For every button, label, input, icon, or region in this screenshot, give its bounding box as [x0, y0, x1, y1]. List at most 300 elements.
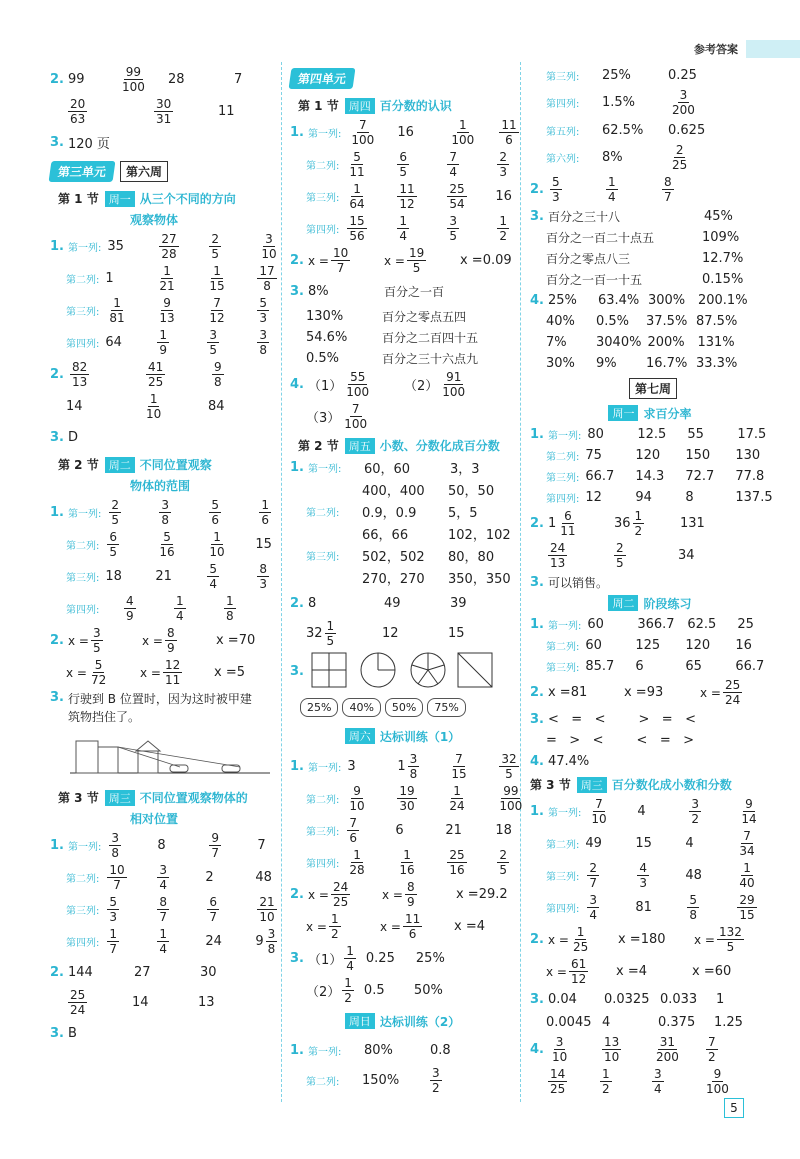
answer-row: 第五列: 62.5% 0.625	[546, 122, 706, 138]
answer-row: 3. （1） $\frac{1}{4}$ 0.25 25%	[290, 944, 445, 973]
answer-row	[50, 988, 275, 1017]
fraction: $\frac{1}{40}$	[739, 861, 755, 890]
question-number: 2.	[290, 253, 304, 268]
fraction: $\frac{1}{4}$	[346, 944, 354, 973]
weekday-tag: 周四	[345, 98, 375, 114]
fraction: $\frac{5}{8}$	[689, 893, 698, 922]
answer-row	[530, 1067, 770, 1096]
street-illustration	[70, 729, 270, 779]
fraction: $\frac{1}{25}$	[572, 925, 589, 954]
fraction: $\frac{8}{7}$	[663, 175, 672, 204]
fraction: $\frac{1}{100}$	[451, 118, 475, 147]
answer-row	[50, 959, 275, 985]
unit-banner: 第三单元	[49, 161, 116, 182]
fraction: $\frac{19}{30}$	[399, 784, 415, 813]
fraction: $\frac{8}{9}$	[406, 880, 415, 909]
fraction: $\frac{4}{3}$	[639, 861, 648, 890]
fraction: $\frac{11}{12}$	[399, 182, 415, 211]
fraction: $\frac{4}{9}$	[126, 594, 134, 623]
answer-row: 2. $\frac{5}{3}$ $\frac{1}{4}$ $\frac{8}{7}$	[530, 175, 672, 204]
fraction: $\frac{1}{2}$	[602, 1067, 610, 1096]
section-topic: 百分数的认识	[379, 99, 452, 113]
question-number: 2.	[50, 964, 64, 980]
answer-row: 1. 第一列: 60，60 3，3	[290, 460, 480, 477]
fraction: $\frac{1}{28}$	[349, 848, 365, 877]
section-number: 第 2 节	[298, 439, 339, 453]
subsection-title: 周日 达标训练（2）	[290, 1008, 515, 1034]
answer-row: 第四列: $\frac{1}{28}$ $\frac{1}{16}$ $\frac{25}{16}$ $\frac{2}{5}$	[306, 848, 508, 877]
row-label: 第四列:	[66, 605, 100, 616]
section-topic-cont: 观察物体	[130, 213, 179, 227]
section-topic-cont: 相对位置	[130, 812, 179, 826]
answer-value: 0.5%	[306, 350, 340, 366]
fraction: $\frac{7}{2}$	[707, 1035, 716, 1064]
answer-row	[50, 97, 275, 126]
fraction: $\frac{8}{9}$	[166, 626, 175, 655]
answer-row	[50, 65, 275, 94]
week-box: 第六周	[120, 161, 168, 182]
question-number: 4.	[290, 377, 304, 392]
section-title: 第 3 节 周三 百分数化成小数和分数	[530, 778, 732, 792]
fraction: $\frac{31}{200}$	[655, 1035, 679, 1064]
answer-row: 第四列: $\frac{1}{7}$ $\frac{1}{4}$ 24 9 $\frac{3}{8}$	[66, 927, 276, 956]
answer-row: 400，400 50，50	[362, 484, 495, 499]
fraction: $\frac{6}{5}$	[109, 530, 118, 559]
section-topic-cont: 物体的范围	[130, 479, 191, 493]
question-number: 1.	[50, 838, 64, 853]
weekday-tag: 周三	[105, 790, 135, 806]
answer-value: 7	[233, 72, 243, 87]
answer-row	[290, 307, 515, 325]
fraction: $\frac{9}{100}$	[706, 1067, 729, 1096]
section-title	[58, 789, 275, 806]
fraction: $\frac{5}{3}$	[551, 175, 560, 204]
header-bar	[746, 40, 800, 58]
subsection-title: 周六 达标训练（1）	[290, 723, 515, 749]
fraction: $\frac{5}{3}$	[259, 296, 268, 325]
question-number: 1.	[50, 505, 64, 520]
row-label: 第二列:	[66, 541, 100, 552]
answer-row	[50, 296, 275, 325]
answer-row	[50, 232, 275, 261]
answer-row	[290, 182, 515, 211]
fraction: $\frac{1}{8}$	[226, 594, 234, 623]
fraction: $\frac{1}{2}$	[499, 214, 508, 243]
answer-row: 40% 0.5% 37.5% 87.5%	[546, 313, 738, 329]
fraction: $\frac{3}{4}$	[589, 893, 598, 922]
answer-row: 30% 9% 16.7% 33.3%	[546, 355, 738, 371]
section-title	[58, 456, 275, 473]
fraction: $\frac{10}{7}$	[109, 863, 125, 892]
percent-option: 75%	[427, 698, 465, 717]
fraction: $\frac{3}{2}$	[432, 1066, 440, 1095]
answer-value: 21	[155, 569, 172, 584]
answer-row	[290, 328, 515, 346]
answer-row: 2. x = $\frac{24}{25}$ x = $\frac{8}{9}$ x =29.2	[290, 880, 508, 909]
fraction: $\frac{3}{10}$	[261, 232, 277, 261]
fraction: $\frac{1}{6}$	[261, 498, 269, 527]
fraction: $\frac{9}{13}$	[159, 296, 175, 325]
row-label: 第二列:	[66, 874, 100, 885]
fraction: $\frac{3}{200}$	[672, 88, 695, 117]
answer-value: 13	[198, 995, 215, 1010]
question-number: 2.	[50, 633, 64, 648]
fraction: $\frac{15}{56}$	[349, 214, 365, 243]
answer-row: 第二列: $\frac{9}{10}$ $\frac{19}{30}$ $\frac{1}{24}$ $\frac{99}{100}$	[306, 784, 523, 813]
week-box: 第七周	[629, 378, 677, 399]
row-label: 第一列:	[67, 243, 102, 254]
answer-value: 2	[205, 870, 214, 885]
row-label: 第三列:	[66, 906, 100, 917]
fraction: $\frac{9}{14}$	[741, 797, 757, 826]
fraction: $\frac{2}{5}$	[111, 498, 119, 527]
question-number: 3.	[50, 134, 64, 150]
answer-row: 2. x =81 x =93 x = $\frac{25}{24}$	[530, 678, 741, 707]
answer-row: x = $\frac{61}{12}$ x =4 x =60	[546, 957, 732, 986]
section-number: 第 2 节	[58, 458, 99, 472]
answer-value: 14	[66, 399, 83, 414]
answer-row: 1. 第一列: 60 366.7 62.5 25	[530, 616, 754, 632]
answer-value: D	[67, 429, 78, 445]
fraction: $\frac{21}{10}$	[259, 895, 275, 924]
fraction: $\frac{55}{100}$	[346, 370, 370, 399]
weekday-tag: 周五	[345, 438, 375, 454]
fraction: $\frac{132}{5}$	[718, 925, 742, 954]
fraction: $\frac{8}{7}$	[159, 895, 168, 924]
fraction: $\frac{1}{64}$	[349, 182, 365, 211]
fraction: $\frac{7}{12}$	[209, 296, 225, 325]
fraction: $\frac{29}{15}$	[739, 893, 755, 922]
answer-row	[50, 1020, 275, 1046]
fraction: $\frac{1}{10}$	[146, 392, 162, 421]
fraction: $\frac{5}{72}$	[90, 658, 107, 687]
answer-row	[290, 278, 515, 304]
answer-row: 第三列: $\frac{2}{7}$ $\frac{4}{3}$ 48 $\frac{1}{40}$	[546, 861, 755, 890]
fraction: $\frac{13}{10}$	[603, 1035, 620, 1064]
answer-value: 16	[397, 125, 414, 140]
answer-row: 第二列: 75 120 150 130	[546, 447, 761, 463]
answer-value: 11	[218, 104, 235, 119]
fraction: $\frac{1}{2}$	[634, 509, 643, 538]
question-number: 2.	[50, 367, 64, 382]
fraction: $\frac{3}{5}$	[92, 626, 101, 655]
answer-value: 84	[208, 399, 225, 414]
answer-row: 3. < = < > = <	[530, 711, 696, 727]
fraction: $\frac{7}{100}$	[344, 402, 368, 431]
week-header	[530, 375, 770, 401]
unit-banner: 第四单元	[289, 68, 356, 89]
answer-row: 百分之零点八三 12.7%	[546, 250, 744, 266]
section-number: 第 3 节	[58, 791, 99, 805]
answer-value: 8	[157, 838, 166, 853]
question-number: 3.	[50, 690, 64, 705]
answer-value: 120 页	[67, 136, 110, 152]
question-number: 1.	[50, 239, 64, 254]
fraction: $\frac{11}{6}$	[404, 912, 421, 941]
percent-options	[290, 694, 515, 720]
row-label: 第一列:	[67, 842, 102, 853]
answer-row	[50, 129, 275, 155]
fraction: $\frac{3}{2}$	[691, 797, 699, 826]
section-title	[298, 97, 515, 114]
question-number: 3.	[290, 283, 304, 299]
answer-row	[50, 264, 275, 293]
answer-row: 1. 第一列: $\frac{7}{100}$ 16 $\frac{1}{100}$ $\frac{11}{6}$	[290, 118, 517, 147]
row-label: 第三列:	[66, 573, 100, 584]
answer-row: = > < < = >	[546, 732, 695, 748]
answer-row: 第三列: 66.7 14.3 72.7 77.8	[546, 468, 765, 484]
fraction-shapes-diagram	[308, 651, 498, 691]
fraction: $\frac{5}{3}$	[109, 895, 118, 924]
answer-row	[290, 349, 515, 367]
fraction: $\frac{14}{25}$	[550, 1067, 566, 1096]
fraction: $\frac{25}{16}$	[449, 848, 465, 877]
fraction: $\frac{41}{25}$	[147, 360, 164, 389]
answer-value: 8%	[307, 283, 329, 299]
answer-row: 第二列: 60 125 120 16	[546, 637, 752, 653]
fraction: $\frac{1}{5}$	[326, 619, 335, 648]
fraction: $\frac{1}{10}$	[209, 530, 225, 559]
answer-row	[290, 214, 515, 243]
fraction: $\frac{61}{12}$	[570, 957, 587, 986]
fraction: $\frac{20}{63}$	[70, 97, 86, 126]
fraction: $\frac{25}{54}$	[449, 182, 465, 211]
answer-text: 百分之三十六点九	[382, 351, 479, 366]
question-number: 3.	[50, 429, 64, 445]
fraction: $\frac{6}{5}$	[399, 150, 408, 179]
page-header	[0, 38, 800, 60]
section-number: 第 1 节	[298, 99, 339, 113]
weekday-tag: 周二	[105, 457, 135, 473]
fraction: $\frac{11}{6}$	[501, 118, 517, 147]
fraction: $\frac{1}{2}$	[330, 912, 339, 941]
answer-row	[50, 498, 275, 527]
row-label: 第四列:	[306, 225, 340, 236]
fraction: $\frac{9}{7}$	[211, 831, 219, 860]
fraction: $\frac{1}{4}$	[176, 594, 184, 623]
fraction: $\frac{1}{7}$	[109, 927, 118, 956]
answer-row: 4. $\frac{3}{10}$ $\frac{13}{10}$ $\frac{31}{200}$ $\frac{7}{2}$	[530, 1035, 716, 1064]
row-label: 第三列:	[306, 193, 340, 204]
fraction: $\frac{7}{100}$	[351, 118, 375, 147]
fraction: $\frac{5}{11}$	[349, 150, 365, 179]
section-topic: 不同位置观察	[139, 458, 212, 472]
answer-row	[290, 150, 515, 179]
answer-text: 百分之零点五四	[382, 309, 467, 324]
fraction: $\frac{82}{13}$	[71, 360, 88, 389]
answer-value: 35	[107, 239, 124, 254]
answer-row: 1. 第一列: 80% 0.8	[290, 1042, 451, 1058]
fraction: $\frac{6}{7}$	[209, 895, 218, 924]
answer-row: 第三列: $\frac{7}{6}$ 6 21 18	[306, 816, 512, 845]
answer-row: $\frac{24}{13}$ $\frac{2}{5}$ 34	[550, 541, 695, 570]
fraction: $\frac{32}{5}$	[501, 752, 517, 781]
fraction: $\frac{3}{10}$	[551, 1035, 568, 1064]
answer-row: 3. 0.04 0.0325 0.033 1	[530, 991, 725, 1007]
row-label: 第二列:	[66, 275, 100, 286]
percent-option: 50%	[385, 698, 423, 717]
answer-row	[50, 328, 275, 357]
answer-row: 3. 百分之三十八 45%	[530, 208, 733, 224]
fraction: $\frac{7}{10}$	[591, 797, 607, 826]
answer-row	[50, 831, 275, 860]
fraction: $\frac{6}{11}$	[560, 509, 576, 538]
answer-row: 第二列: 150% $\frac{3}{2}$	[306, 1066, 440, 1095]
answer-row: 2. 8 49 39	[290, 595, 467, 611]
answer-value: 48	[255, 870, 272, 885]
answer-row	[50, 392, 275, 421]
fraction: $\frac{1}{4}$	[607, 175, 616, 204]
answer-row: 2. x = $\frac{3}{5}$ x = $\frac{8}{9}$ x =70	[50, 626, 275, 655]
fraction: $\frac{7}{34}$	[739, 829, 755, 858]
answer-row: 1. 第一列: $\frac{7}{10}$ 4 $\frac{3}{2}$ $\frac{9}{14}$	[530, 797, 757, 826]
fraction: $\frac{25}{24}$	[724, 678, 741, 707]
fraction: $\frac{3}{5}$	[209, 328, 218, 357]
answer-value: 15	[255, 537, 272, 552]
fraction: $\frac{5}{4}$	[209, 562, 218, 591]
fraction: $\frac{1}{81}$	[109, 296, 125, 325]
fraction: $\frac{3}{8}$	[267, 927, 276, 956]
answer-value: B	[67, 1025, 77, 1041]
fraction: $\frac{9}{8}$	[213, 360, 222, 389]
fraction: $\frac{24}{25}$	[332, 880, 349, 909]
section-topic: 不同位置观察物体的	[139, 791, 248, 805]
answer-column-3	[530, 62, 773, 1099]
row-label: 第一列:	[307, 129, 342, 140]
answer-row	[50, 895, 275, 924]
answer-row: 百分之一百一十五 0.15%	[546, 271, 744, 287]
answer-column-1	[50, 62, 275, 1049]
answer-row: x = $\frac{5}{72}$ x = $\frac{12}{11}$ x =5	[50, 658, 275, 687]
answer-row: 第四列: 1.5% $\frac{3}{200}$	[546, 88, 695, 117]
answer-row: 第三列: 502，502 80，80	[306, 550, 495, 565]
answer-value: 54.6%	[306, 329, 348, 345]
fraction: $\frac{12}{11}$	[164, 658, 181, 687]
answer-text: 百分之一百	[383, 284, 444, 299]
fraction: $\frac{3}{4}$	[654, 1067, 662, 1096]
fraction: $\frac{30}{31}$	[156, 97, 172, 126]
answer-row: 4. 25% 63.4% 300% 200.1%	[530, 292, 748, 308]
fraction: $\frac{2}{5}$	[616, 541, 624, 570]
answer-row: 第四列: 12 94 8 137.5	[546, 489, 773, 505]
fraction: $\frac{2}{5}$	[211, 232, 219, 261]
answer-row	[50, 424, 275, 450]
answer-value: 130%	[306, 308, 344, 324]
row-label: 第四列:	[66, 938, 100, 949]
answer-value: 7	[257, 838, 266, 853]
fraction: $\frac{3}{8}$	[259, 328, 268, 357]
answer-value: 28	[167, 72, 185, 87]
fraction: $\frac{99}{100}$	[121, 65, 145, 94]
fraction: $\frac{1}{16}$	[399, 848, 415, 877]
subsection-title: 周二 阶段练习	[530, 594, 770, 612]
section-topic: 小数、分数化成百分数	[379, 439, 500, 453]
answer-row: 7% 3040% 200% 131%	[546, 334, 735, 350]
fraction: $\frac{7}{4}$	[449, 150, 458, 179]
section-number: 第 1 节	[58, 192, 99, 206]
section-title	[58, 190, 275, 207]
fraction: $\frac{3}{4}$	[159, 863, 168, 892]
fraction: $\frac{24}{13}$	[550, 541, 566, 570]
answer-row: 1. 第一列: 80 12.5 55 17.5	[530, 426, 767, 442]
answer-text: 百分之二百四十五	[382, 330, 479, 345]
answer-value: 30	[199, 964, 217, 980]
answer-row	[50, 562, 275, 591]
fraction: $\frac{3}{8}$	[409, 752, 418, 781]
answer-row: 270，270 350，350	[362, 572, 511, 587]
subsection-title: 周一 求百分率	[530, 404, 770, 422]
weekday-tag: 周一	[105, 191, 135, 207]
answer-value: 144	[67, 964, 93, 980]
answer-value: 14	[132, 995, 149, 1010]
fraction: $\frac{2}{3}$	[499, 150, 508, 179]
answer-row: 2. x = $\frac{1}{25}$ x =180 x = $\frac{132}{5}$	[530, 925, 742, 954]
fraction: $\frac{5}{16}$	[159, 530, 175, 559]
row-label: 第四列:	[66, 339, 100, 350]
answer-value: 18	[105, 569, 122, 584]
answer-row: 第六列: 8% $\frac{2}{25}$	[546, 143, 688, 172]
answer-row: 第三列: 25% 0.25	[546, 67, 697, 83]
answer-row: 0.0045 4 0.375 1.25	[546, 1014, 743, 1030]
fraction: $\frac{1}{2}$	[344, 976, 352, 1005]
fraction: $\frac{2}{7}$	[589, 861, 598, 890]
answer-value: x =0.09	[459, 253, 512, 268]
fraction: $\frac{8}{3}$	[259, 562, 268, 591]
page-number: 5	[724, 1098, 744, 1118]
row-label: 第一列:	[67, 509, 102, 520]
fraction: $\frac{3}{5}$	[449, 214, 458, 243]
percent-option: 40%	[342, 698, 380, 717]
answer-value: 1	[105, 271, 114, 286]
answer-row: 3.	[290, 651, 515, 691]
percent-option: 25%	[300, 698, 338, 717]
question-number: 3.	[50, 1025, 64, 1041]
answer-row: x = $\frac{1}{2}$ x = $\frac{11}{6}$ x =4	[306, 912, 485, 941]
answer-value: 27	[133, 964, 151, 980]
fraction: $\frac{27}{28}$	[161, 232, 177, 261]
answer-row	[50, 360, 275, 389]
fraction: $\frac{17}{8}$	[259, 264, 275, 293]
unit-header	[50, 158, 275, 184]
answer-row: 66，66 102，102	[362, 528, 511, 543]
fraction: $\frac{5}{6}$	[211, 498, 219, 527]
answer-row: 2. 1 $\frac{6}{11}$ 36 $\frac{1}{2}$ 131	[530, 509, 705, 538]
answer-row	[50, 863, 275, 892]
answer-row: 4. （1） $\frac{55}{100}$ （2） $\frac{91}{100}$	[290, 370, 466, 399]
fraction: $\frac{1}{4}$	[159, 927, 168, 956]
section-topic: 从三个不同的方向	[139, 192, 236, 206]
answer-column-2	[290, 62, 523, 1098]
answer-row	[50, 594, 275, 623]
fraction: $\frac{10}{7}$	[332, 246, 349, 275]
answer-row: 第三列: 85.7 6 65 66.7	[546, 658, 765, 674]
answer-row: 百分之一百二十点五 109%	[546, 229, 740, 245]
fraction: $\frac{99}{100}$	[499, 784, 523, 813]
row-label: 第三列:	[66, 307, 100, 318]
fraction: $\frac{2}{25}$	[672, 143, 688, 172]
answer-value: x =5	[214, 665, 245, 680]
unit-header	[290, 65, 515, 91]
fraction: $\frac{3}{8}$	[161, 498, 169, 527]
fraction: $\frac{25}{24}$	[70, 988, 86, 1017]
fraction: $\frac{7}{15}$	[451, 752, 467, 781]
answer-row: 4. 47.4%	[530, 753, 590, 769]
fraction: $\frac{1}{15}$	[209, 264, 225, 293]
fraction: $\frac{1}{21}$	[159, 264, 175, 293]
fraction: $\frac{7}{6}$	[349, 816, 358, 845]
fraction: $\frac{1}{9}$	[159, 328, 168, 357]
answer-text: 行驶到 B 位置时，因为这时被甲建筑物挡住了。	[67, 692, 252, 724]
